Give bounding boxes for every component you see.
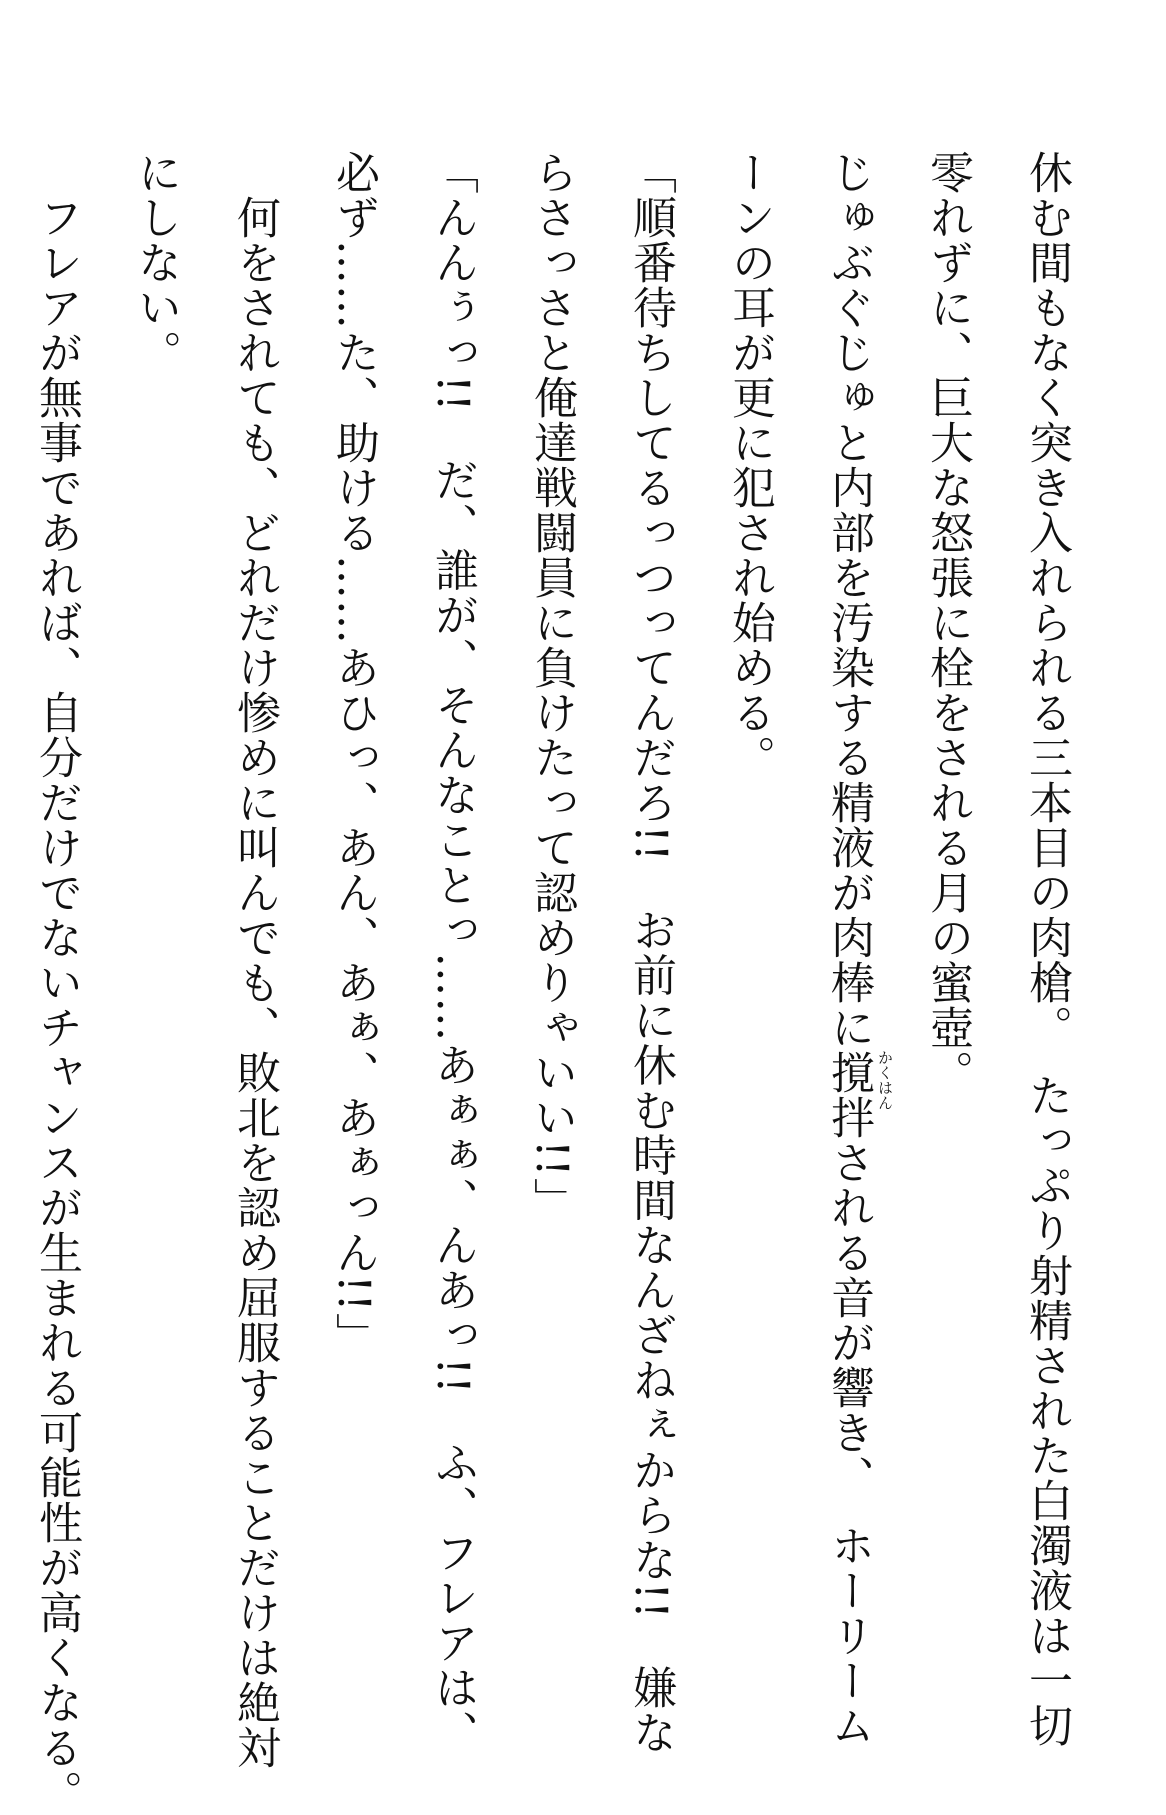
- text-line-9: 何をされても、どれだけ惨めに叫んでも、敗北を認め屈服することだけは絶対: [229, 150, 280, 1770]
- text-line-1: 休む間もなく突き入れられる三本目の肉槍。 たっぷり射精された白濁液は一切: [1021, 150, 1072, 1748]
- ruby-reading: かくはん: [876, 1050, 894, 1110]
- vertical-text-body: [0, 150, 1096, 1815]
- text-line-5: 「順番待ちしてるっつってんだろ!! お前に休む時間なんざねぇからな!! 嫌な: [625, 150, 676, 1755]
- text-line-2: 零れずに、巨大な怒張に栓をされる月の蜜壺。: [922, 150, 973, 1095]
- text-line-3-end: される音が響き、 ホーリーム: [823, 1140, 874, 1748]
- text-line-3-start: じゅぶぐじゅと内部を汚染する精液が肉棒に: [823, 150, 874, 1050]
- text-line-8: 必ず……た、助ける……あひっ、あん、あぁ、あぁっん!!」: [328, 150, 379, 1358]
- text-line-11: フレアが無事であれば、自分だけでないチャンスが生まれる可能性が高くなる。: [31, 150, 82, 1815]
- text-line-3: [799, 150, 898, 1748]
- text-line-7: 「んんぅっ!! だ、誰が、そんなことっ……あぁぁ、んあっ!! ふ、フレアは、: [427, 150, 478, 1755]
- text-line-10: にしない。: [130, 150, 181, 375]
- text-line-12: [0, 150, 7, 1590]
- ruby-word: [823, 1050, 894, 1140]
- text-line-6: らさっさと俺達戦闘員に負けたって認めりゃいい!!」: [526, 150, 577, 1223]
- text-line-4: ーンの耳が更に犯され始める。: [724, 150, 775, 780]
- ruby-base-text: 撹拌: [823, 1050, 874, 1140]
